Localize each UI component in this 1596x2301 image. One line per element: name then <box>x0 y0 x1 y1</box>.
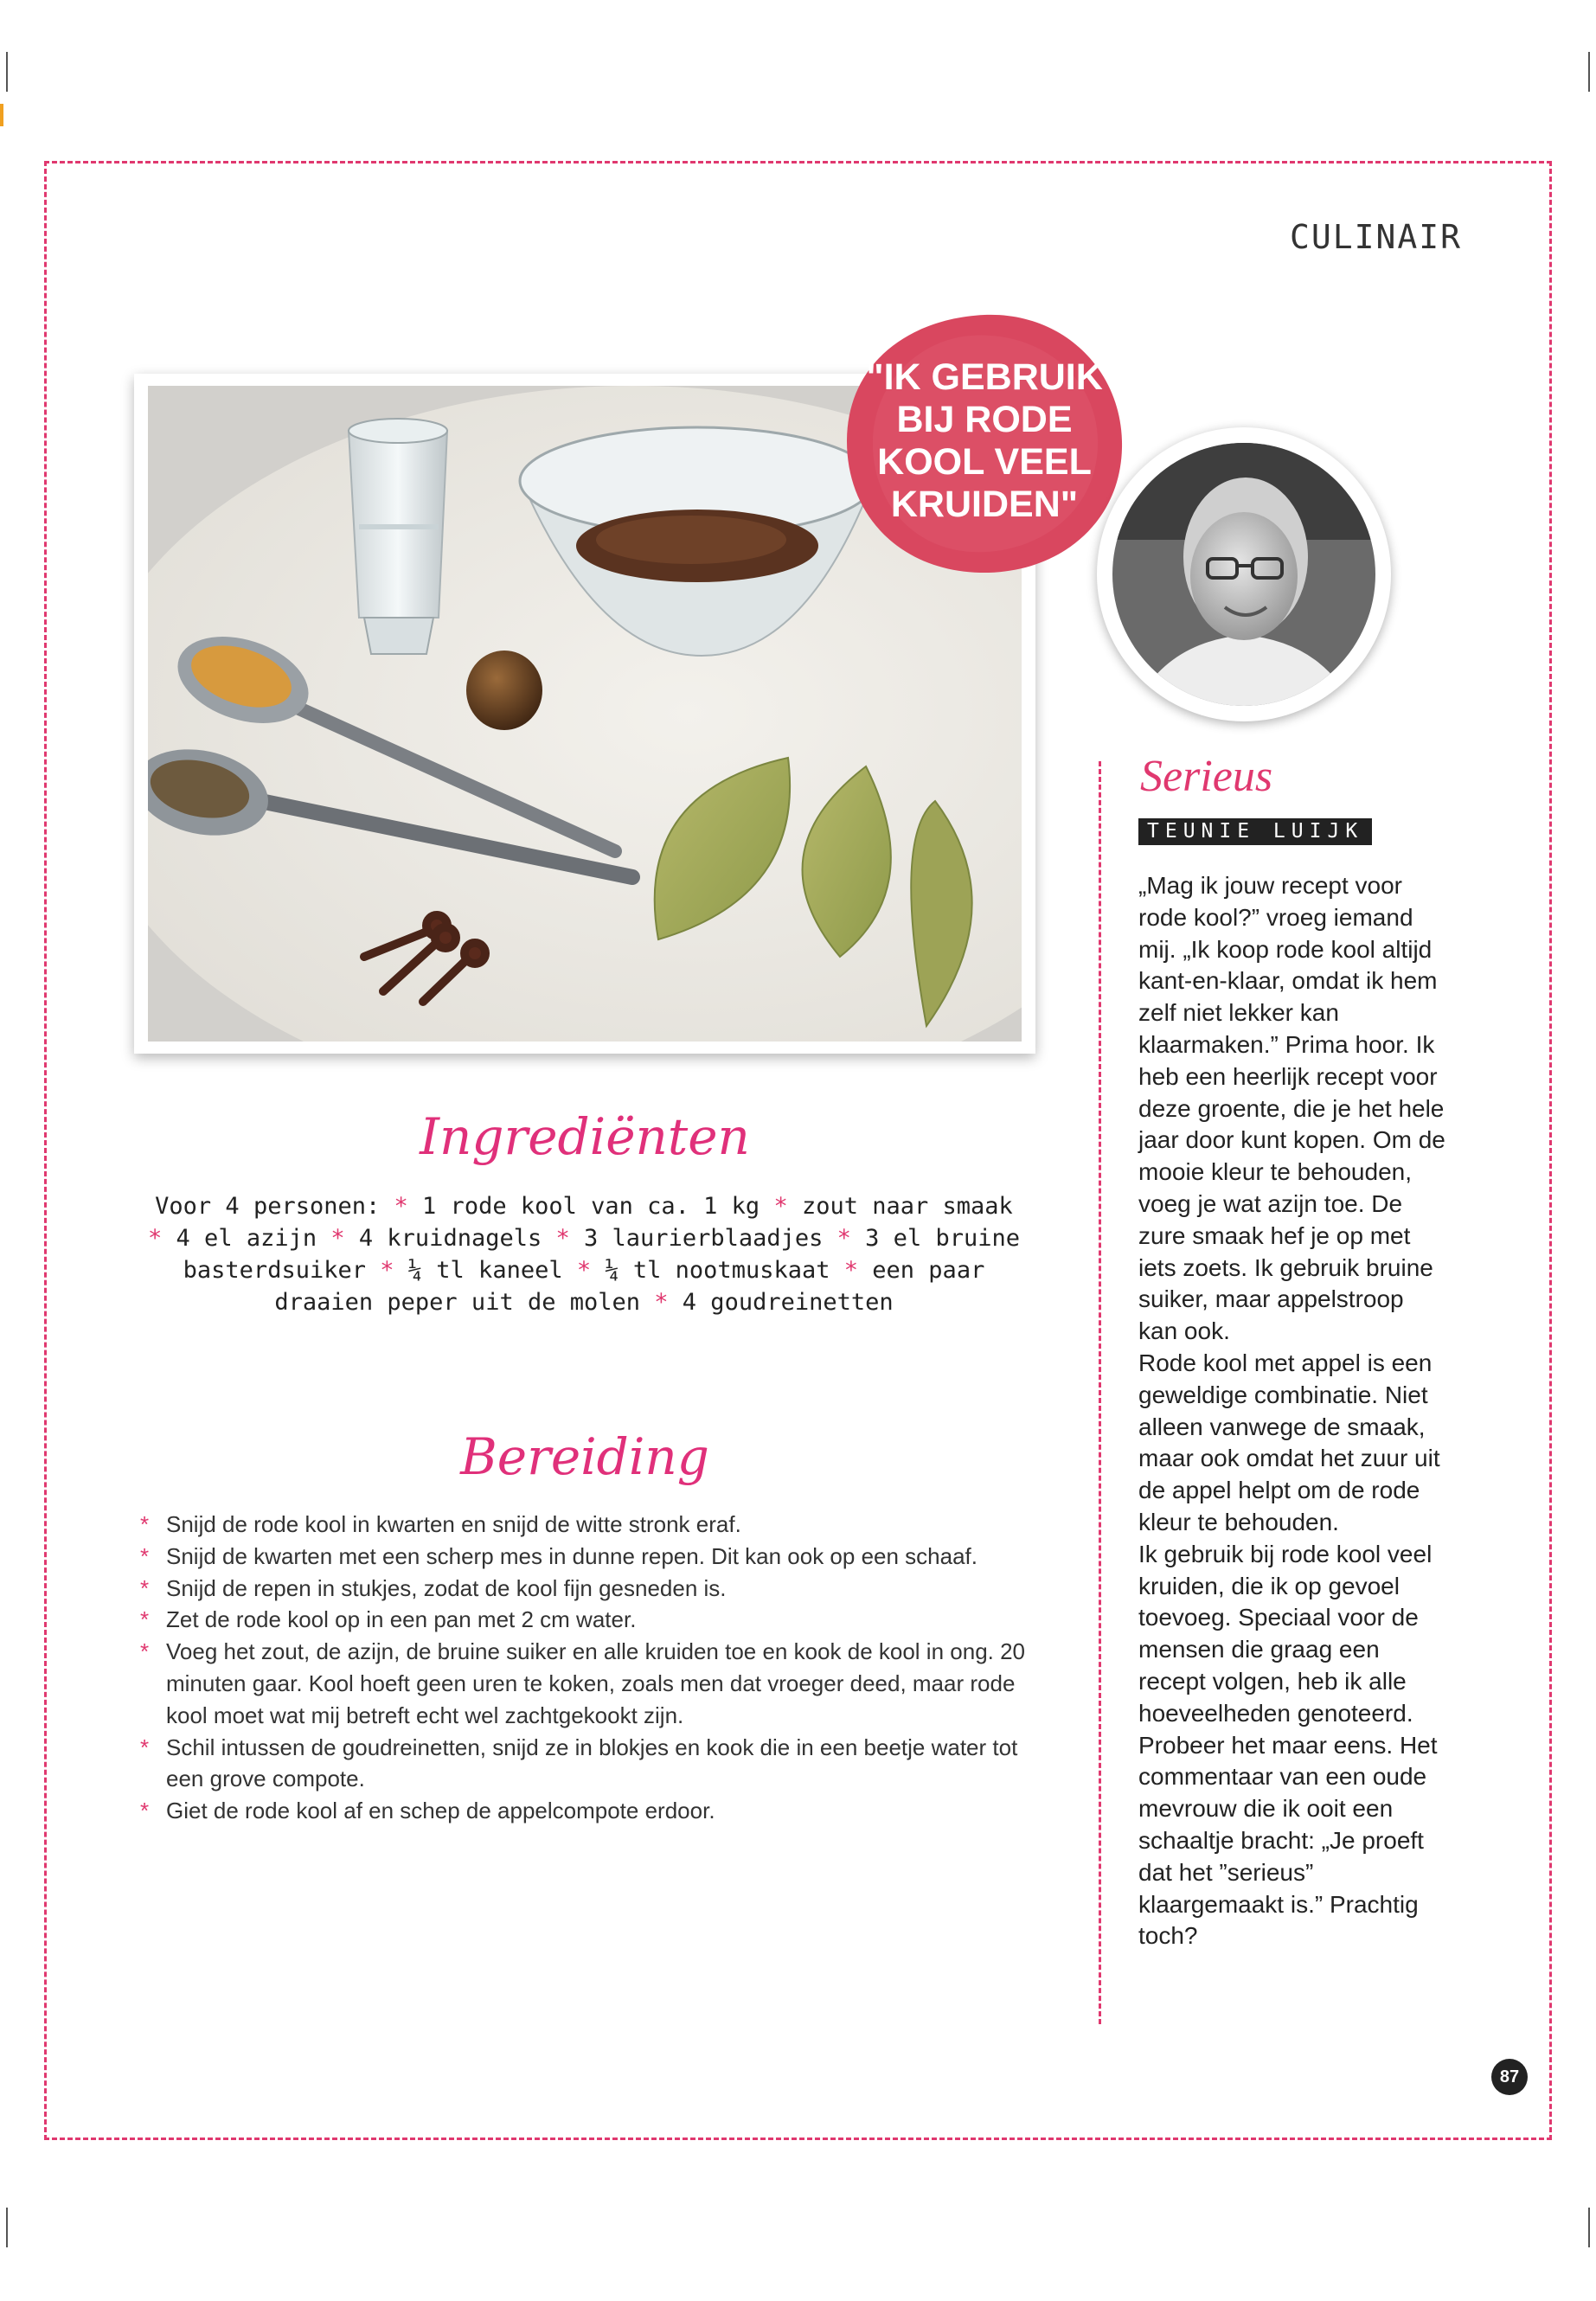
step-item: * Giet de rode kool af en schep de appelcompote erdoor. <box>138 1795 1038 1827</box>
crop-mark-bottom-left <box>6 2208 8 2247</box>
bullet-star-icon: * <box>140 1542 150 1569</box>
separator-star-icon: * <box>843 1257 859 1284</box>
ingredient-item: 1 rode kool van ca. 1 kg <box>422 1193 760 1220</box>
column-divider <box>1099 761 1101 2024</box>
separator-star-icon: * <box>654 1289 669 1316</box>
step-item: * Voeg het zout, de azijn, de bruine suiker en alle kruiden toe en kook de kool in ong. 20 minuten gaar. Kool hoeft geen uren te koken, zoals men dat vroeger deed, maar rode kool moet wat mij betreft echt wel zachtgekookt zijn. <box>138 1636 1038 1731</box>
ingredients-heading: Ingrediënten <box>420 1107 750 1166</box>
quote-line-4: KRUIDEN" <box>890 484 1079 525</box>
ingredient-item: 3 el bruine basterdsuiker <box>183 1225 1020 1284</box>
orange-tab-mark <box>0 104 3 126</box>
separator-star-icon: * <box>148 1225 163 1252</box>
ingredient-item: ¼ tl nootmuskaat <box>605 1257 830 1284</box>
separator-star-icon: * <box>773 1193 788 1220</box>
ingredient-item: ¼ tl kaneel <box>407 1257 563 1284</box>
bullet-star-icon: * <box>140 1574 150 1601</box>
ingredient-item: 3 laurierblaadjes <box>584 1225 824 1252</box>
column-title: Serieus <box>1140 752 1273 801</box>
bullet-star-icon: * <box>140 1511 150 1537</box>
page-number: 87 <box>1491 2059 1528 2095</box>
preparation-heading: Bereiding <box>460 1427 709 1486</box>
step-item: * Snijd de kwarten met een scherp mes in dunne repen. Dit kan ook op een schaaf. <box>138 1541 1038 1573</box>
pull-quote <box>850 356 1118 526</box>
separator-star-icon: * <box>836 1225 851 1252</box>
step-item: * Snijd de repen in stukjes, zodat de kool fijn gesneden is. <box>138 1573 1038 1605</box>
separator-star-icon: * <box>330 1225 345 1252</box>
column-paragraph-3: Ik gebruik bij rode kool veel kruiden, die ik op gevoel toevoeg. Speciaal voor de mensen die graag een recept volgen, heb ik alle hoeveelheden genoteerd. Probeer het maar eens. Het commentaar van een oude mevrouw die ik ooit een schaaltje bracht: „Je proeft dat het ”serieus” klaargemaakt is.” Prachtig toch? <box>1138 1540 1438 1950</box>
step-item: * Schil intussen de goudreinetten, snijd ze in blokjes en kook die in een beetje water tot een grove compote. <box>138 1732 1038 1796</box>
preparation-steps <box>138 1509 1038 1827</box>
quote-line-1: "IK GEBRUIK <box>866 356 1103 398</box>
ingredient-item: zout naar smaak <box>801 1193 1013 1220</box>
quote-line-2: BIJ RODE <box>896 399 1073 440</box>
column-paragraph-2: Rode kool met appel is een geweldige combinatie. Niet alleen vanwege de smaak, maar ook omdat het zuur uit de appel helpt om de rode kleur te behouden. <box>1138 1349 1440 1535</box>
column-body <box>1138 870 1445 1952</box>
ingredient-item: een paar draaien peper uit de molen <box>274 1257 985 1316</box>
bullet-star-icon: * <box>140 1798 150 1824</box>
ingredients-intro: Voor 4 personen: <box>155 1193 381 1220</box>
nutmeg <box>466 651 542 730</box>
bullet-star-icon: * <box>140 1638 150 1665</box>
bullet-star-icon: * <box>140 1606 150 1633</box>
section-label: CULINAIR <box>1289 218 1462 256</box>
separator-star-icon: * <box>380 1257 394 1284</box>
quote-line-3: KOOL VEEL <box>877 441 1092 483</box>
author-portrait-image <box>1097 427 1391 721</box>
column-paragraph-1: „Mag ik jouw recept voor rode kool?” vroeg iemand mij. „Ik koop rode kool altijd kant-en-klaar, omdat ik hem zelf niet lekker kan klaarmaken.” Prima hoor. Ik heb een heerlijk recept voor deze groente, die je het hele jaar door kunt kopen. Om de mooie kleur te behouden, voeg je wat azijn toe. De zure smaak hef je op met iets zoets. Ik gebruik bruine suiker, maar appelstroop kan ook. <box>1138 872 1445 1345</box>
ingredient-item: 4 goudreinetten <box>682 1289 894 1316</box>
author-portrait <box>1097 427 1391 721</box>
step-item: * Snijd de rode kool in kwarten en snijd de witte stronk eraf. <box>138 1509 1038 1541</box>
author-byline: TEUNIE LUIJK <box>1138 818 1372 845</box>
crop-mark-top-left <box>6 52 8 92</box>
crop-mark-top-right <box>1588 52 1590 92</box>
bullet-star-icon: * <box>140 1734 150 1760</box>
separator-star-icon: * <box>555 1225 570 1252</box>
ingredient-item: 4 kruidnagels <box>358 1225 542 1252</box>
separator-star-icon: * <box>394 1193 408 1220</box>
ingredients-list <box>147 1190 1021 1318</box>
step-item: * Zet de rode kool op in een pan met 2 cm water. <box>138 1604 1038 1636</box>
ingredient-item: 4 el azijn <box>176 1225 317 1252</box>
separator-star-icon: * <box>576 1257 592 1284</box>
crop-mark-bottom-right <box>1588 2208 1590 2247</box>
